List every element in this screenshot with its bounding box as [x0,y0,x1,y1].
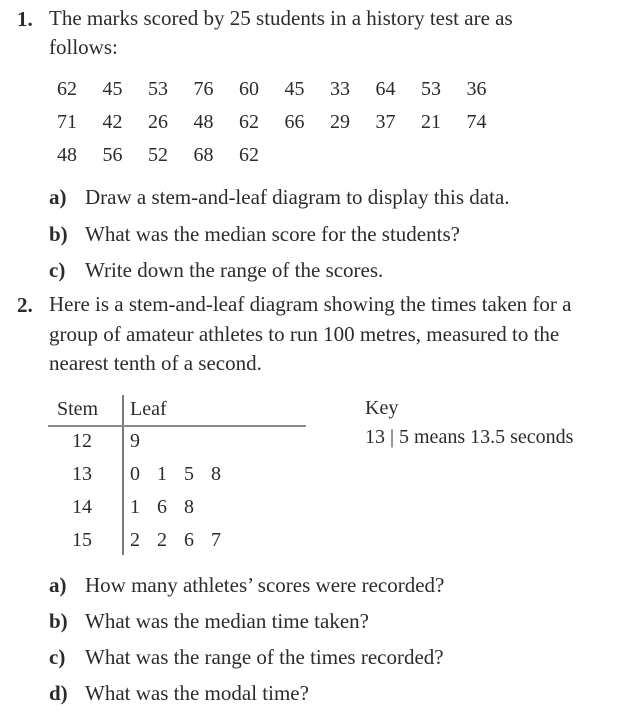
mark-value: 45 [284,78,305,100]
mark-value: 68 [193,144,214,166]
question-text: group of amateur athletes to run 100 metres, measured to the [49,322,560,346]
mark-value: 76 [193,78,214,100]
mark-value: 21 [421,111,441,133]
leaf-value: 6 [157,496,167,518]
stem-value: 12 [72,430,92,452]
stem-header: Stem [57,398,99,420]
key-text: 13 | 5 means 13.5 seconds [365,426,574,448]
stem-and-leaf-table [48,395,308,555]
mark-value: 52 [148,144,168,166]
part-text: How many athletes’ scores were recorded? [85,573,445,597]
table-divider-vertical [122,395,124,555]
part-label: d) [49,681,68,705]
mark-value: 26 [148,111,168,133]
table-divider-horizontal [48,425,306,427]
leaf-value: 5 [184,463,194,485]
mark-value: 74 [466,111,487,133]
question-number: 1. [17,7,33,31]
question-text: follows: [49,35,118,59]
leaf-value: 2 [130,529,140,551]
leaf-value: 7 [211,529,221,551]
leaf-value: 6 [184,529,194,551]
stem-value: 14 [72,496,92,518]
mark-value: 53 [148,78,168,100]
stem-value: 13 [72,463,92,485]
leaf-value: 8 [211,463,221,485]
mark-value: 62 [239,144,259,166]
part-label: c) [49,258,66,282]
part-label: b) [49,609,68,633]
part-text: What was the median time taken? [85,609,369,633]
part-text: Write down the range of the scores. [85,258,384,282]
mark-value: 64 [375,78,396,100]
leaf-value: 1 [130,496,140,518]
mark-value: 66 [284,111,305,133]
mark-value: 36 [466,78,487,100]
mark-value: 60 [239,78,259,100]
part-text: What was the range of the times recorded? [85,645,444,669]
mark-value: 45 [102,78,123,100]
leaf-value: 8 [184,496,194,518]
mark-value: 62 [239,111,259,133]
leaf-value: 1 [157,463,167,485]
stem-value: 15 [72,529,92,551]
question-text: Here is a stem-and-leaf diagram showing the times taken for a [49,292,572,316]
mark-value: 37 [375,111,396,133]
question-text: nearest tenth of a second. [49,351,262,375]
mark-value: 71 [57,111,77,133]
mark-value: 29 [330,111,350,133]
mark-value: 56 [102,144,123,166]
question-text: The marks scored by 25 students in a history test are as [49,6,513,30]
part-text: What was the modal time? [85,681,309,705]
leaf-value: 9 [130,430,140,452]
key-title: Key [365,397,399,419]
mark-value: 48 [193,111,214,133]
leaf-value: 2 [157,529,167,551]
mark-value: 62 [57,78,77,100]
question-number: 2. [17,293,33,317]
mark-value: 53 [421,78,441,100]
part-text: Draw a stem-and-leaf diagram to display this data. [85,185,510,209]
mark-value: 42 [102,111,123,133]
part-text: What was the median score for the students? [85,222,460,246]
part-label: b) [49,222,68,246]
mark-value: 48 [57,144,77,166]
leaf-value: 0 [130,463,140,485]
mark-value: 33 [330,78,350,100]
part-label: a) [49,573,67,597]
part-label: a) [49,185,67,209]
part-label: c) [49,645,66,669]
leaf-header: Leaf [130,398,167,420]
